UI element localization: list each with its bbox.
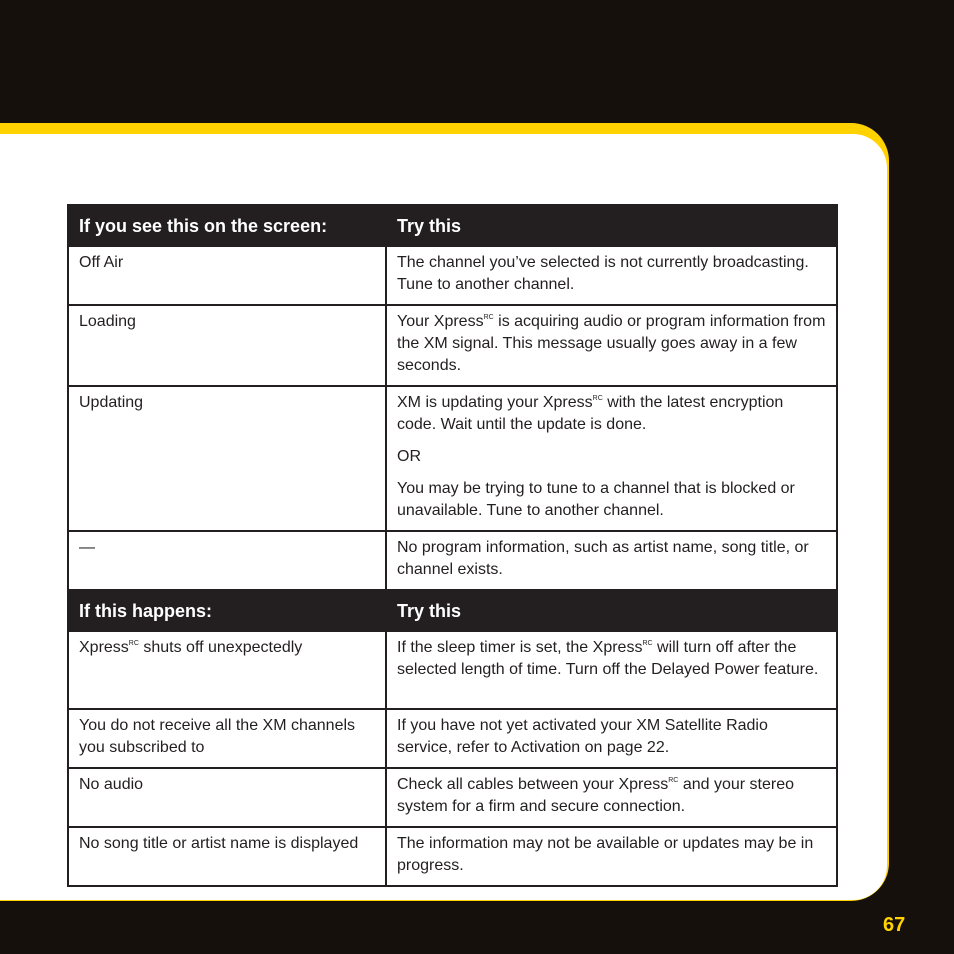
fix-cell [386, 631, 837, 709]
issue-cell [68, 246, 386, 305]
fix-text: If you have not yet activated your XM Satellite Radio service, refer to Activation on page 22. [397, 717, 768, 756]
fix-cell [386, 531, 837, 590]
fix-text: The channel you’ve selected is not currently broadcasting. Tune to another channel. [397, 254, 809, 293]
table-row [68, 827, 837, 886]
issue-text: Off Air [79, 254, 124, 271]
fix-cell [386, 768, 837, 827]
issue-cell [68, 768, 386, 827]
table-row [68, 768, 837, 827]
issue-cell [68, 709, 386, 768]
fix-or-text: OR [397, 448, 421, 465]
issue-text: Loading [79, 313, 136, 330]
issue-text: No song title or artist name is displayed [79, 835, 359, 852]
page-number: 67 [883, 914, 906, 936]
fix-text [397, 774, 826, 818]
header-happens: If this happens: [68, 590, 386, 631]
table-row [68, 709, 837, 768]
issue-text-part: Xpress [79, 639, 129, 656]
fix-cell [386, 246, 837, 305]
issue-text: — [79, 539, 95, 556]
table-row [68, 305, 837, 386]
fix-cell [386, 709, 837, 768]
issue-cell [68, 305, 386, 386]
fix-text [397, 637, 826, 681]
issue-text-part: shuts off unexpectedly [138, 639, 303, 656]
issue-cell [68, 531, 386, 590]
issue-text [79, 637, 375, 659]
trademark-superscript: RC [642, 640, 653, 647]
troubleshooting-table [67, 204, 838, 887]
fix-text-part: and your stereo system for a firm and secure connection. [397, 776, 794, 815]
trademark-superscript: RC [592, 395, 603, 402]
fix-text-part: Check all cables between your Xpress [397, 776, 669, 793]
issue-cell [68, 827, 386, 886]
fix-text-alt: You may be trying to tune to a channel that is blocked or unavailable. Tune to another channel. [397, 480, 795, 519]
issue-cell [68, 386, 386, 531]
table-header-row [68, 590, 837, 631]
troubleshooting-table-container [67, 204, 836, 887]
fix-text: No program information, such as artist name, song title, or channel exists. [397, 539, 809, 578]
table-header-row [68, 205, 837, 246]
table-row [68, 531, 837, 590]
fix-cell [386, 305, 837, 386]
header-try-this: Try this [386, 590, 837, 631]
fix-text-part: XM is updating your Xpress [397, 394, 593, 411]
fix-cell [386, 386, 837, 531]
fix-text-part: Your Xpress [397, 313, 484, 330]
fix-text [397, 311, 826, 377]
header-screen-message: If you see this on the screen: [68, 205, 386, 246]
trademark-superscript: RC [128, 640, 139, 647]
fix-text-part: If the sleep timer is set, the Xpress [397, 639, 643, 656]
fix-text-part: with the latest encryption code. Wait until the update is done. [397, 394, 784, 433]
table-row [68, 246, 837, 305]
issue-cell [68, 631, 386, 709]
table-row [68, 386, 837, 531]
issue-text: You do not receive all the XM channels you subscribed to [79, 717, 356, 756]
issue-text: Updating [79, 394, 144, 411]
header-try-this: Try this [386, 205, 837, 246]
trademark-superscript: RC [668, 777, 679, 784]
fix-text [397, 392, 826, 436]
fix-text-part: is acquiring audio or program information from the XM signal. This message usually goes away in a few seconds. [397, 313, 826, 374]
trademark-superscript: RC [483, 314, 494, 321]
fix-text-part: will turn off after the selected length of time. Turn off the Delayed Power feature. [397, 639, 819, 678]
issue-text: No audio [79, 776, 144, 793]
fix-cell [386, 827, 837, 886]
fix-text: The information may not be available or updates may be in progress. [397, 835, 814, 874]
table-row [68, 631, 837, 709]
